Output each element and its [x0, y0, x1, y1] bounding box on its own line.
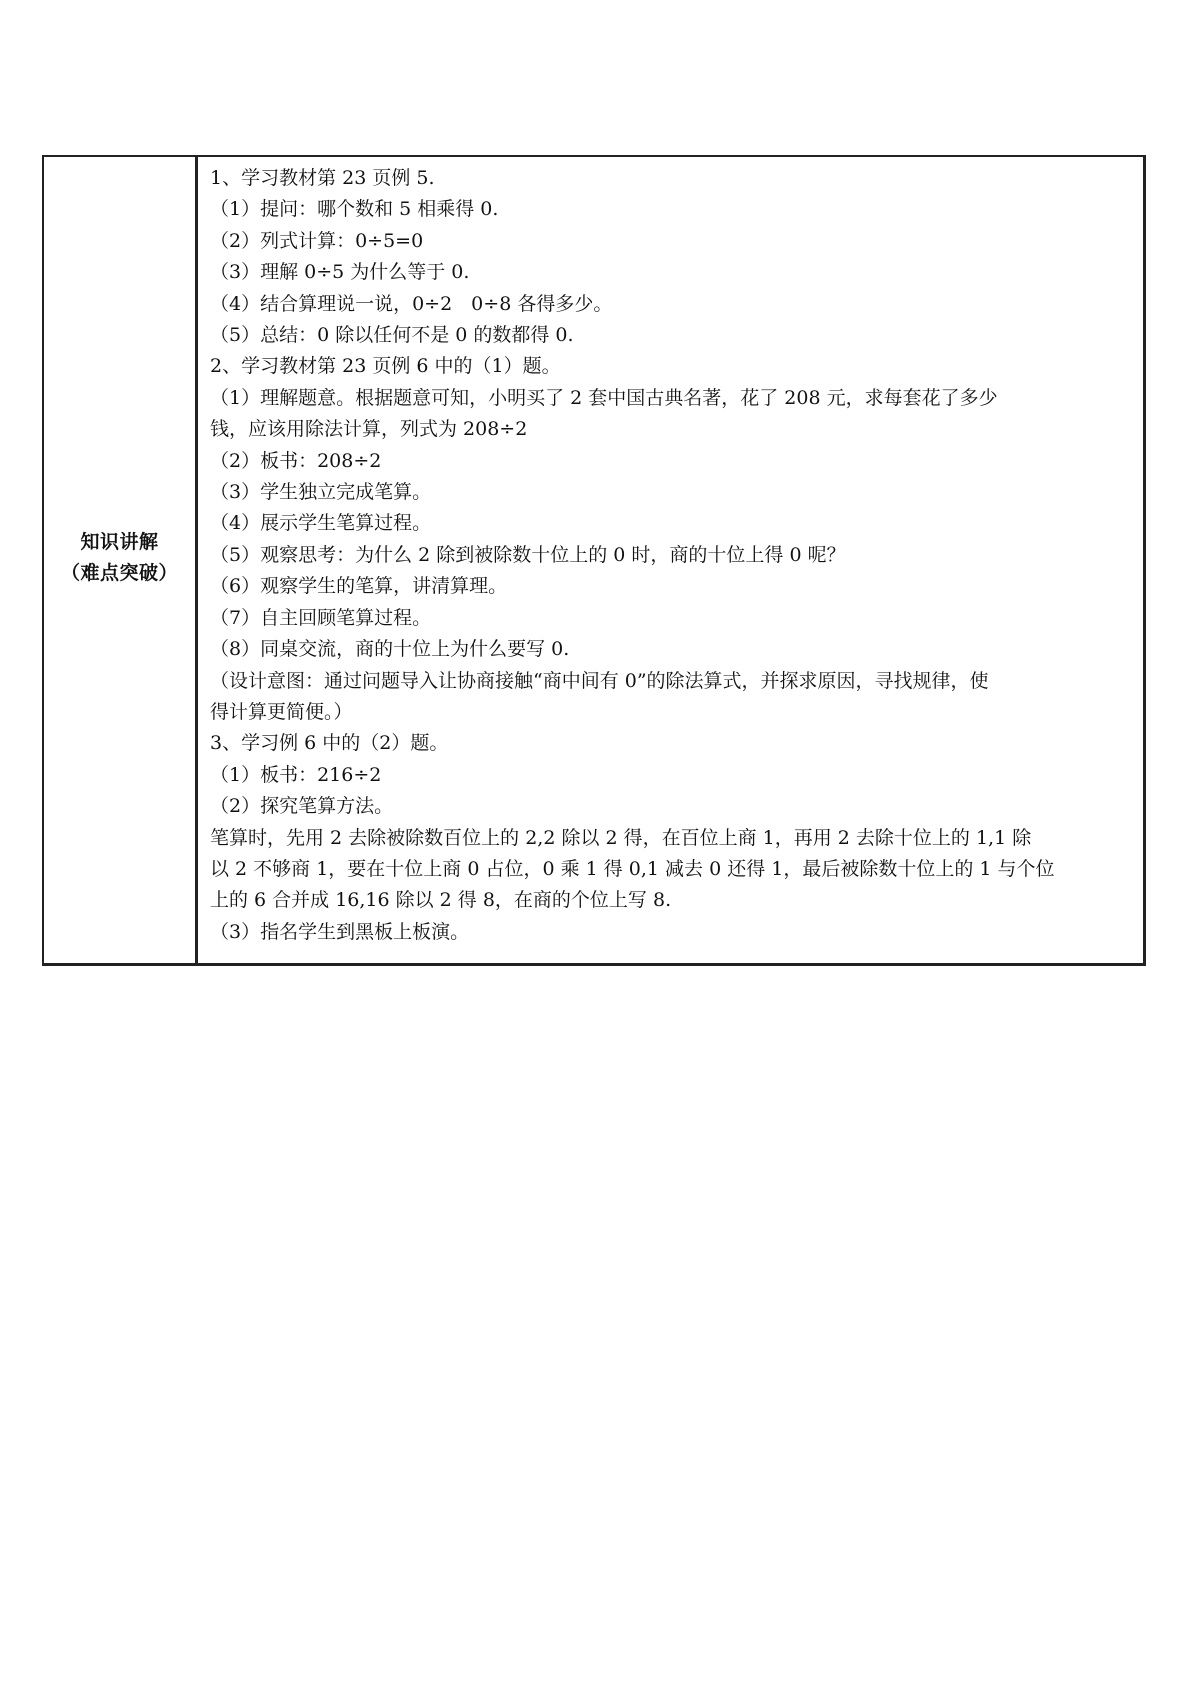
content-line: （3）学生独立完成笔算。 [210, 481, 432, 504]
content-line: （6）观察学生的笔算，讲清算理。 [210, 575, 508, 598]
content-line: （4）展示学生笔算过程。 [210, 512, 432, 535]
content-line: （2）板书：208÷2 [210, 449, 382, 472]
content-line: （设计意图：通过问题导入让协商接触“商中间有 0”的除法算式，并探求原因，寻找规律，使 [210, 669, 989, 692]
content-line: （5）观察思考：为什么 2 除到被除数十位上的 0 时，商的十位上得 0 呢？ [210, 543, 846, 566]
section-label-title: 知识讲解 [80, 531, 159, 553]
content-line: 钱，应该用除法计算，列式为 208÷2 [210, 418, 528, 441]
section-content-cell [198, 157, 1143, 963]
content-line: 笔算时，先用 2 去除被除数百位上的 2,2 除以 2 得，在百位上商 1，再用 2 去除十位上的 1,1 除 [210, 826, 1032, 849]
content-line: （1）提问：哪个数和 5 相乘得 0. [210, 198, 499, 221]
content-line: （1）理解题意。根据题意可知，小明买了 2 套中国古典名著，花了 208 元，求每套花了多少 [210, 386, 998, 409]
content-line: 上的 6 合并成 16,16 除以 2 得 8，在商的个位上写 8. [210, 889, 672, 912]
content-line: 2、学习教材第 23 页例 6 中的（1）题。 [210, 355, 561, 378]
content-line: 得计算更简便。） [210, 700, 353, 723]
content-line: （2）列式计算：0÷5=0 [210, 229, 424, 252]
content-line: （3）指名学生到黑板上板演。 [210, 920, 470, 943]
section-label-subtitle: （难点突破） [60, 562, 178, 584]
content-line: （5）总结：0 除以任何不是 0 的数都得 0. [210, 324, 574, 347]
content-line: 以 2 不够商 1，要在十位上商 0 占位，0 乘 1 得 0,1 减去 0 还得 1，最后被除数十位上的 1 与个位 [210, 857, 1055, 880]
section-label-cell [44, 157, 198, 963]
content-line: （8）同桌交流，商的十位上为什么要写 0. [210, 638, 570, 661]
lesson-table [42, 155, 1146, 966]
content-line: （4）结合算理说一说，0÷2 0÷8 各得多少。 [210, 292, 613, 315]
content-line: 1、学习教材第 23 页例 5. [210, 167, 435, 189]
content-line: 3、学习例 6 中的（2）题。 [210, 732, 449, 755]
content-line: （7）自主回顾笔算过程。 [210, 606, 432, 629]
content-line: （1）板书：216÷2 [210, 763, 382, 786]
content-line: （2）探究笔算方法。 [210, 795, 394, 818]
content-line: （3）理解 0÷5 为什么等于 0. [210, 261, 470, 284]
